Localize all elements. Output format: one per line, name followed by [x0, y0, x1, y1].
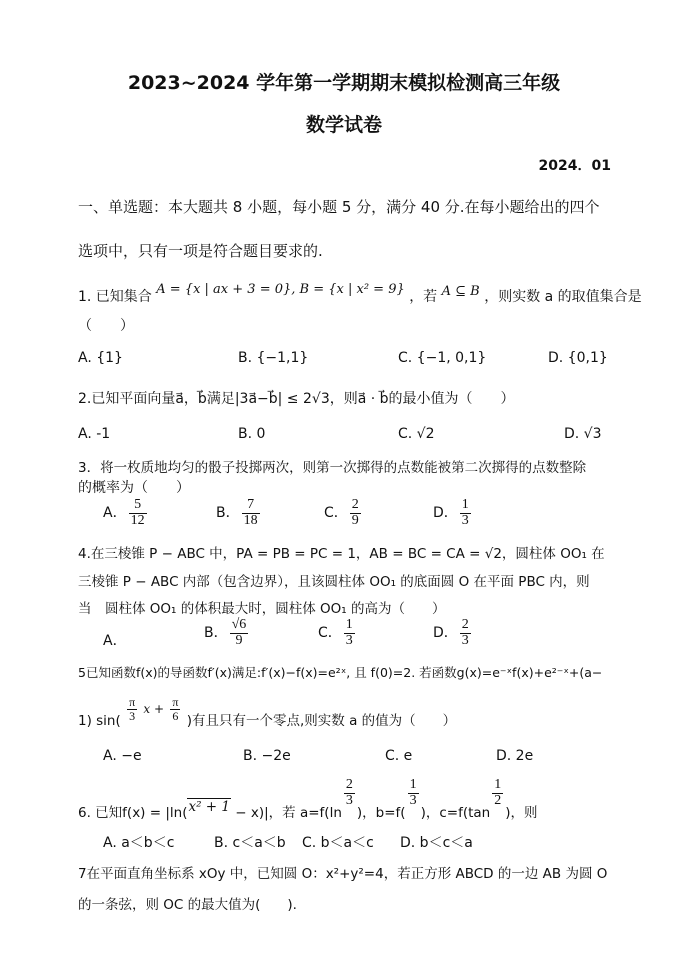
q3-option-a [103, 498, 149, 528]
q6-fraction-1 [344, 778, 355, 808]
q4-stem-line2: 三棱锥 P − ABC 内部（包含边界），且该圆柱体 OO₁ 的底面圆 O 在平面 PBC 内，则 [78, 574, 590, 590]
q5-fraction-1 [127, 696, 137, 722]
q4-option-a-label: A． [103, 633, 127, 649]
q6-f1-num: 2 [345, 777, 353, 792]
q6-fraction-3 [492, 778, 503, 808]
q5-stem-line2 [78, 695, 457, 730]
q3-stem-line1: 3．将一枚质地均匀的骰子投掷两次，则第一次掷得的点数能被第二次掷得的点数整除 [78, 460, 587, 476]
q5-mid: x + [143, 702, 165, 717]
q6-f1-den: 3 [345, 792, 353, 808]
q6-f3-num: 1 [494, 777, 502, 792]
q4-option-c-label: C． [318, 625, 342, 642]
q2-option-c: C. √2 [398, 426, 435, 442]
q6-part-b: − x)|，若 a=f(ln [230, 805, 342, 822]
q4-option-d-label: D． [433, 625, 458, 642]
q1-stem [78, 282, 642, 306]
q1-sets: A = {x | ax + 3 = 0}, B = {x | x² = 9} [156, 282, 405, 297]
q4-stem-line3: 当 圆柱体 OO₁ 的体积最大时，圆柱体 OO₁ 的高为（ ） [78, 601, 446, 617]
q5-f2-den: 6 [172, 708, 179, 723]
q7-stem-line1: 7在平面直角坐标系 xOy 中，已知圆 O：x²+y²=4，若正方形 ABCD 的一边 AB 为圆 O [78, 866, 608, 882]
q4-option-b-fraction [230, 618, 249, 648]
q6-sqrt: x² + 1 [188, 799, 230, 816]
q2-option-a: A. -1 [78, 426, 111, 442]
q5-f2-num: π [172, 695, 179, 709]
q3-a-num: 5 [129, 498, 147, 514]
q5-line2-end: )有且只有一个零点,则实数 a 的值为（ ） [186, 713, 457, 730]
section-instruction-line2: 选项中，只有一项是符合题目要求的. [78, 242, 323, 260]
q1-option-a: A. {1} [78, 350, 123, 366]
q1-paren: （ ） [78, 318, 134, 334]
q3-d-num: 1 [461, 497, 469, 512]
q3-option-d-label: D． [433, 505, 458, 522]
q4-d-num: 2 [461, 617, 469, 632]
q6-f2-num: 1 [409, 777, 417, 792]
q4-option-b-label: B． [204, 625, 228, 642]
q6-option-b: B. c＜a＜b [214, 835, 286, 851]
q5-stem-line1: 5已知函数f(x)的导函数f′(x)满足:f′(x)−f(x)=e²ˣ, 且 f(0)=2. 若函数g(x)=e⁻ˣf(x)+e²⁻ˣ+(a− [78, 665, 603, 680]
q4-stem-line1: 4.在三棱锥 P − ABC 中，PA = PB = PC = 1，AB = BC = CA = √2，圆柱体 OO₁ 在 [78, 546, 605, 562]
exam-subtitle: 数学试卷 [305, 114, 382, 136]
q5-fraction-2 [170, 696, 180, 722]
q5-f1-den: 3 [129, 708, 136, 723]
q1-option-d: D. {0,1} [548, 350, 608, 366]
exam-title: 2023~2024 学年第一学期期末模拟检测高三年级 [127, 72, 561, 94]
q6-part-a: 6. 已知f(x) = |ln( [78, 805, 188, 822]
q4-option-c-fraction [344, 618, 355, 648]
q3-b-num: 7 [242, 498, 260, 514]
q6-part-e: )，则 [505, 805, 538, 822]
q3-option-c-fraction [350, 498, 361, 528]
q6-stem [78, 777, 538, 822]
q5-option-c: C. e [385, 748, 413, 764]
q3-option-d [433, 498, 473, 528]
q3-option-b [216, 498, 262, 528]
section-instruction-line1: 一、单选题：本大题共 8 小题，每小题 5 分，满分 40 分.在每小题给出的四个 [78, 198, 600, 216]
q4-option-a [103, 630, 127, 650]
q4-b-den: 9 [235, 632, 243, 648]
q5-option-b: B. −2e [243, 748, 291, 764]
q3-c-num: 2 [351, 497, 359, 512]
q6-fraction-2 [408, 778, 419, 808]
q3-b-den: 18 [243, 512, 258, 528]
q3-option-b-fraction [242, 498, 260, 528]
q6-option-a: A. a＜b＜c [103, 835, 175, 851]
q5-option-a: A. −e [103, 748, 142, 764]
q6-part-c: )，b=f( [356, 805, 406, 822]
q3-d-den: 3 [461, 512, 469, 528]
q4-d-den: 3 [461, 632, 469, 648]
q1-mid: ，若 [409, 289, 438, 305]
q7-stem-line2: 的一条弦，则 OC 的最大值为( ). [78, 897, 297, 913]
q4-c-den: 3 [345, 632, 353, 648]
exam-date: 2024．01 [538, 158, 611, 174]
q5-line2-start: 1) sin( [78, 713, 121, 730]
q2-option-d: D. √3 [564, 426, 602, 442]
q3-option-c-label: C． [324, 505, 348, 522]
q3-c-den: 9 [351, 512, 359, 528]
q3-option-a-fraction [129, 498, 147, 528]
q6-f2-den: 3 [409, 792, 417, 808]
q6-option-d: D. b＜c＜a [400, 835, 473, 851]
q1-suffix: ，则实数 a 的取值集合是 [484, 289, 642, 305]
q4-b-num: √6 [231, 617, 247, 632]
q1-option-b: B. {−1,1} [238, 350, 309, 366]
q3-stem-line2: 的概率为（ ） [78, 480, 190, 496]
q3-option-b-label: B． [216, 505, 240, 522]
q3-option-c [324, 498, 363, 528]
q5-f1-num: π [129, 695, 136, 709]
q4-option-d-fraction [460, 618, 471, 648]
q2-stem: 2.已知平面向量a⃗，b⃗满足|3a⃗−b⃗| ≤ 2√3，则a⃗ · b⃗的最小值为（ ） [78, 391, 515, 407]
q4-option-b [204, 618, 250, 648]
q1-condition: A ⊆ B [441, 284, 480, 299]
q6-part-d: )，c=f(tan [420, 805, 491, 822]
q4-option-d [433, 618, 473, 648]
q6-option-c: C. b＜a＜c [302, 835, 374, 851]
q1-prefix: 1. 已知集合 [78, 289, 152, 305]
q3-option-d-fraction [460, 498, 471, 528]
q3-option-a-label: A． [103, 505, 127, 522]
q6-f3-den: 2 [494, 792, 502, 808]
q5-option-d: D. 2e [496, 748, 534, 764]
q2-option-b: B. 0 [238, 426, 266, 442]
q1-option-c: C. {−1, 0,1} [398, 350, 487, 366]
q4-option-c [318, 618, 357, 648]
q3-a-den: 12 [130, 512, 145, 528]
q4-c-num: 1 [345, 617, 353, 632]
